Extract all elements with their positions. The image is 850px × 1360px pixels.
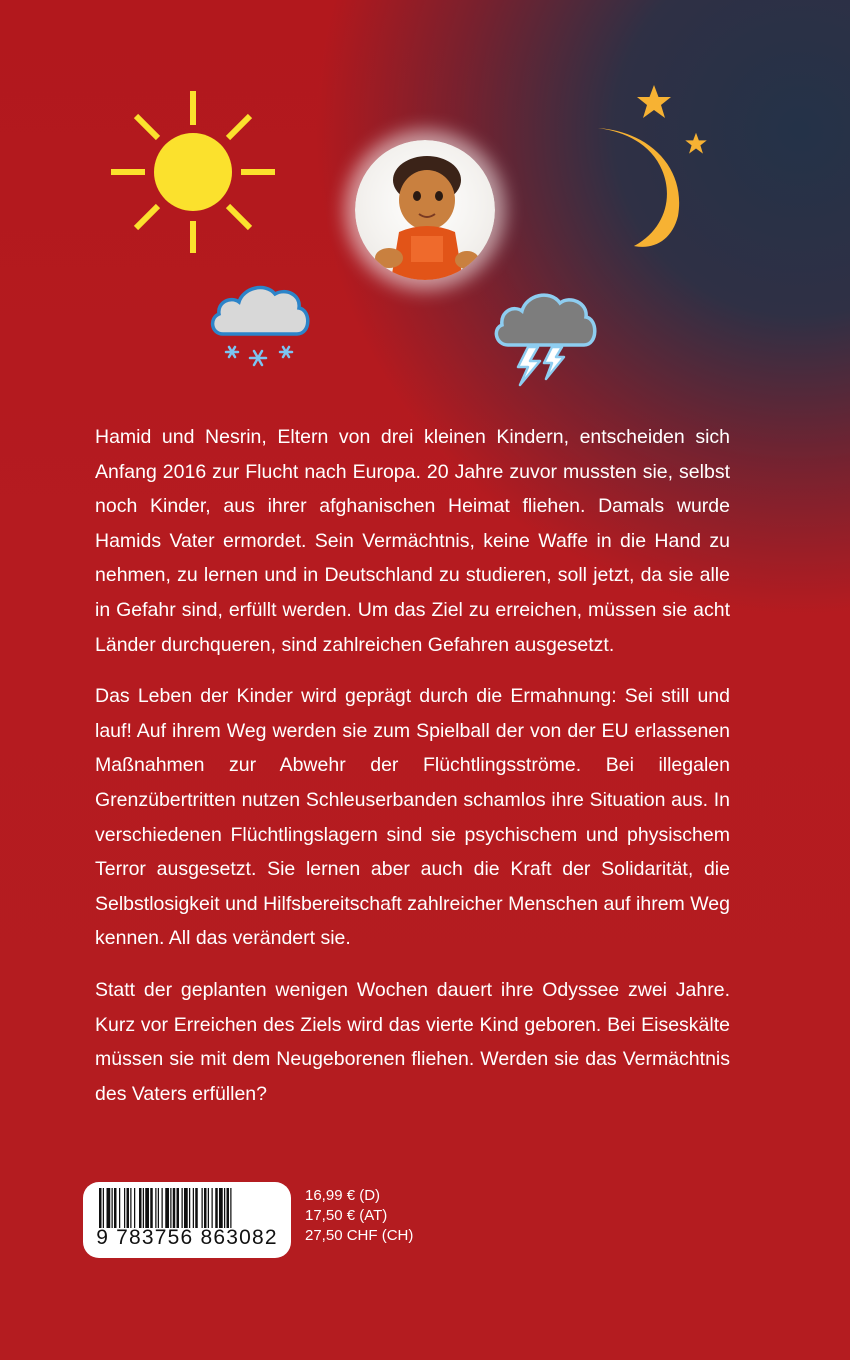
isbn-barcode — [83, 1182, 291, 1258]
child-photo — [355, 140, 495, 280]
thunderstorm-cloud-icon — [490, 285, 600, 395]
sun-icon — [108, 88, 278, 258]
isbn-number: 9 783756 863082 — [96, 1226, 278, 1249]
price-list — [305, 1186, 413, 1246]
blurb-paragraph: Das Leben der Kinder wird geprägt durch die Ermahnung: Sei still und lauf! Auf ihrem Weg werden sie zum Spielball der von der EU erlassenen Maßnahmen zur Abwehr der Flüchtlingsströme. Bei illegalen Grenzübertritten nutzen Schleuserbanden schamlos ihre Situation aus. In verschiedenen Flüchtlingslagern sind sie psychischem und physischem Terror ausgesetzt. Sie lernen aber auch die Kraft der Solidarität, die Selbstlosigkeit und Hilfsbereitschaft zahlreicher Menschen auf ihrem Weg kennen. All das verändert sie. — [95, 685, 730, 950]
blurb-paragraph: Statt der geplanten wenigen Wochen dauert ihre Odyssee zwei Jahre. Kurz vor Erreichen des Ziels wird das vierte Kind geboren. Bei Eiseskälte müssen sie mit dem Neugeborenen fliehen. Werden sie das Vermächtnis des Vaters erfüllen? — [95, 978, 730, 1105]
price-austria: 17,50 € (AT) — [305, 1207, 388, 1224]
snow-cloud-icon — [205, 280, 315, 375]
back-cover-blurb — [95, 420, 730, 1128]
star-icon — [635, 84, 673, 120]
price-switzerland: 27,50 CHF (CH) — [305, 1227, 414, 1244]
price-germany: 16,99 € (D) — [305, 1187, 381, 1204]
star-icon — [684, 132, 708, 155]
moon-icon — [590, 118, 690, 252]
blurb-paragraph: Hamid und Nesrin, Eltern von drei kleinen Kindern, entscheiden sich Anfang 2016 zur Flucht nach Europa. 20 Jahre zuvor mussten sie, selbst noch Kinder, aus ihrer afghanischen Heimat fliehen. Damals wurde Hamids Vater ermordet. Sein Vermächtnis, keine Waffe in die Hand zu nehmen, zu lernen und in Deutschland zu studieren, soll jetzt, da sie alle in Gefahr sind, erfüllt werden. Um das Ziel zu erreichen, müssen sie acht Länder durchqueren, sind zahlreichen Gefahren ausgesetzt. — [95, 426, 730, 656]
barcode-bars — [99, 1188, 283, 1228]
